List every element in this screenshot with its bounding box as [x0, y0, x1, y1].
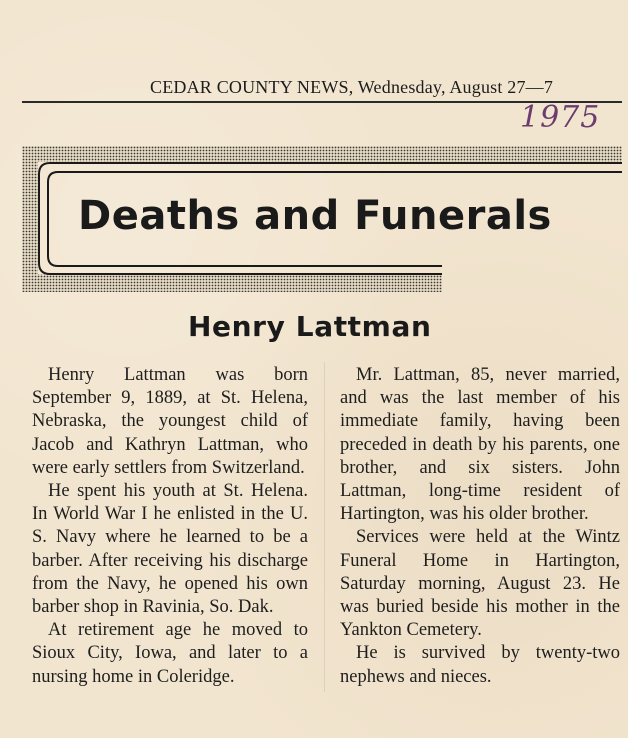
- article-column-left: [32, 364, 308, 689]
- article-column-right: [340, 364, 620, 689]
- handwritten-year: 1975: [520, 100, 601, 135]
- banner-stipple-bottom: [22, 274, 442, 292]
- section-title: Deaths and Funerals: [78, 193, 552, 239]
- banner-stipple-top: [22, 146, 622, 162]
- paragraph: At retirement age he moved to Sioux City, Iowa, and later to a nursing home in Coleridge.: [32, 620, 308, 687]
- paragraph: Mr. Lattman, 85, never married, and was the last member of his immediate family, having been preceded in death by his parents, one brother, and six sisters. John Lattman, long-time resident of Hartington, was his older brother.: [340, 365, 620, 525]
- article-headline: Henry Lattman: [188, 310, 432, 343]
- banner-stipple-left: [22, 146, 38, 292]
- masthead: CEDAR COUNTY NEWS, Wednesday, August 27—7: [150, 77, 554, 97]
- paragraph: He is survived by twenty-two nephews and nieces.: [340, 643, 620, 687]
- paragraph: Henry Lattman was born September 9, 1889, at St. Helena, Nebraska, the youngest child of Jacob and Kathryn Lattman, who were early settlers from Switzerland.: [32, 365, 308, 478]
- column-gutter: [324, 362, 325, 692]
- paragraph: Services were held at the Wintz Funeral Home in Hartington, Saturday morning, August 23. He was buried beside his mother in the Yankton Cemetery.: [340, 527, 620, 641]
- paragraph: He spent his youth at St. Helena. In World War I he enlisted in the U. S. Navy where he learned to be a barber. After receiving his discharge from the Navy, he opened his own barber shop in Ravinia, So. Dak.: [32, 481, 308, 618]
